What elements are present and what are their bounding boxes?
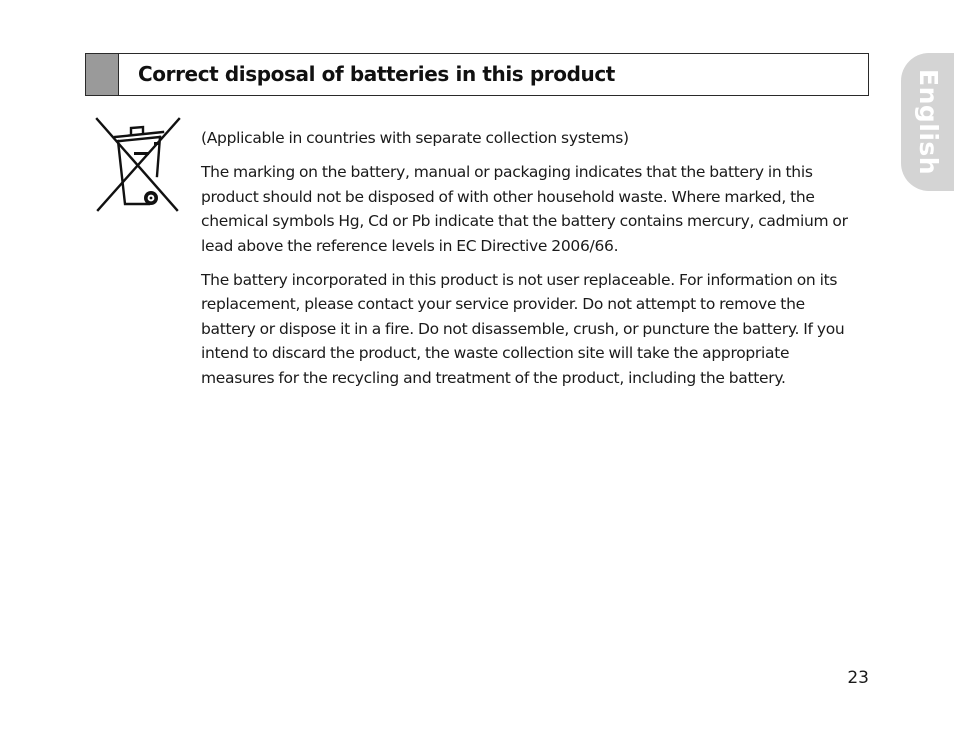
section-heading — [85, 53, 869, 96]
language-tab — [901, 53, 954, 191]
language-tab-label: English — [914, 68, 943, 176]
scope-note: (Applicable in countries with separate collection systems) — [201, 129, 629, 147]
section-title: Correct disposal of batteries in this product — [138, 62, 615, 86]
page-number: 23 — [847, 668, 869, 688]
heading-marker — [86, 54, 119, 95]
body-text — [201, 126, 856, 400]
paragraph-replacement: The battery incorporated in this product is not user replaceable. For information on its replacement, please contact your service provider. Do not attempt to remove the battery or dispose it in a fire. Do not disassemble, crush, or puncture the battery. If you intend to discard the product, the waste collection site will take the appropriate measures for the recycling and treatment of the product, including the battery. — [201, 271, 845, 387]
crossed-out-wheelie-bin-icon — [93, 116, 183, 214]
paragraph-marking: The marking on the battery, manual or packaging indicates that the battery in this product should not be disposed of with other household waste. Where marked, the chemical symbols Hg, Cd or Pb indicate that the battery contains mercury, cadmium or lead above the reference levels in EC Directive 2006/66. — [201, 163, 848, 255]
